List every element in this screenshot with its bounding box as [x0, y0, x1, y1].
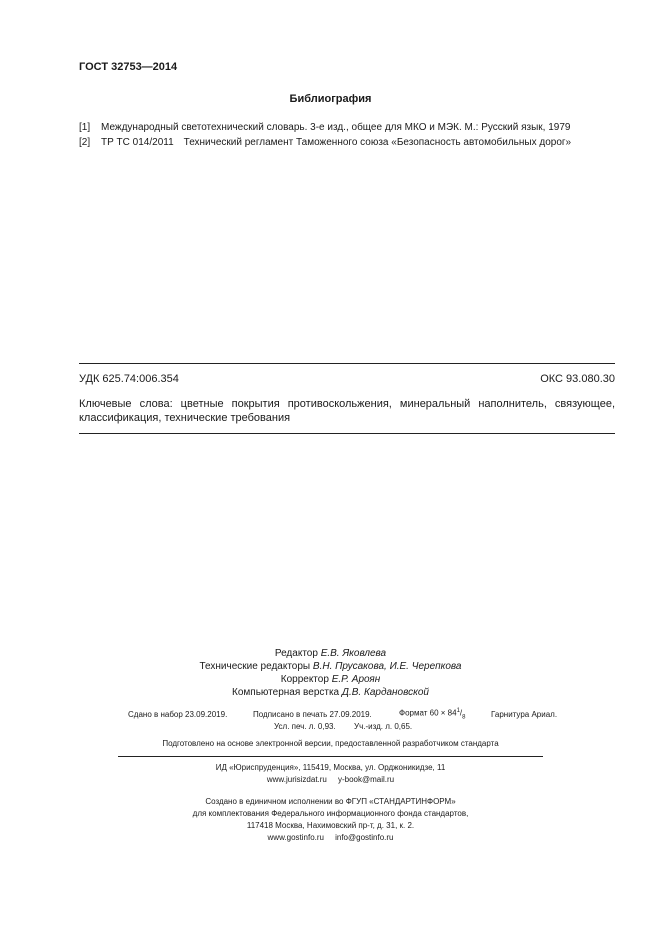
print-format: Формат $60 \times 84^1/_8$: [399, 708, 466, 721]
publisher-block: [0, 762, 661, 786]
print-sheets-2: Уч.-изд. л. 0,65.: [354, 722, 413, 731]
reference-2: [79, 137, 571, 148]
reference-number: [1]: [79, 122, 91, 133]
oks-code: ОКС 93.080.30: [540, 373, 615, 385]
publisher-contacts: www.jurisizdat.ru y-book@mail.ru: [266, 775, 395, 784]
reference-1: [79, 122, 570, 133]
divider-top: [79, 363, 615, 364]
reference-number: [2]: [79, 137, 91, 148]
producer-address: 117418 Москва, Нахимовский пр-т, д. 31, к. 2.: [246, 821, 415, 830]
producer-line-2: для комплектования Федерального информационного фонда стандартов,: [192, 809, 469, 818]
credits-block: [0, 647, 661, 699]
print-sheets-1: Усл. печ. л. 0,93.: [274, 722, 336, 731]
divider-bottom: [118, 756, 543, 757]
publisher-address: ИД «Юриспруденция», 115419, Москва, ул. Орджоникидзе, 11: [215, 763, 446, 772]
print-signed: Подписано в печать 27.09.2019.: [253, 710, 372, 719]
reference-text: Международный светотехнический словарь. 3-е изд., общее для МКО и МЭК. М.: Русский язык, 1979: [101, 122, 571, 133]
producer-contacts: www.gostinfo.ru info@gostinfo.ru: [267, 833, 394, 842]
standard-number: ГОСТ 32753—2014: [79, 61, 178, 73]
credit-layout: Компьютерная верстка Д.В. Кардановской: [232, 687, 429, 698]
print-submitted: Сдано в набор 23.09.2019.: [128, 710, 228, 719]
producer-line-1: Создано в единичном исполнении во ФГУП «СТАНДАРТИНФОРМ»: [205, 797, 456, 806]
reference-code: ТР ТС 014/2011: [101, 137, 174, 148]
prepared-note: Подготовлено на основе электронной версии, предоставленной разработчиком стандарта: [162, 739, 499, 748]
print-typeface: Гарнитура Ариал.: [491, 710, 558, 719]
credit-tech-editors: Технические редакторы В.Н. Прусакова, И.Е. Черепкова: [199, 661, 462, 672]
keywords: Ключевые слова: цветные покрытия противоскольжения, минеральный наполнитель, связующее, классификация, технические требования: [79, 398, 615, 424]
credit-corrector: Корректор Е.Р. Ароян: [280, 674, 381, 685]
divider-keywords: [79, 433, 615, 434]
udk-code: УДК 625.74:006.354: [79, 373, 179, 385]
producer-block: [0, 796, 661, 844]
credit-editor: Редактор Е.В. Яковлева: [274, 648, 387, 659]
bibliography-title: Библиография: [289, 93, 372, 105]
reference-text: Технический регламент Таможенного союза «Безопасность автомобильных дорог»: [183, 137, 572, 148]
